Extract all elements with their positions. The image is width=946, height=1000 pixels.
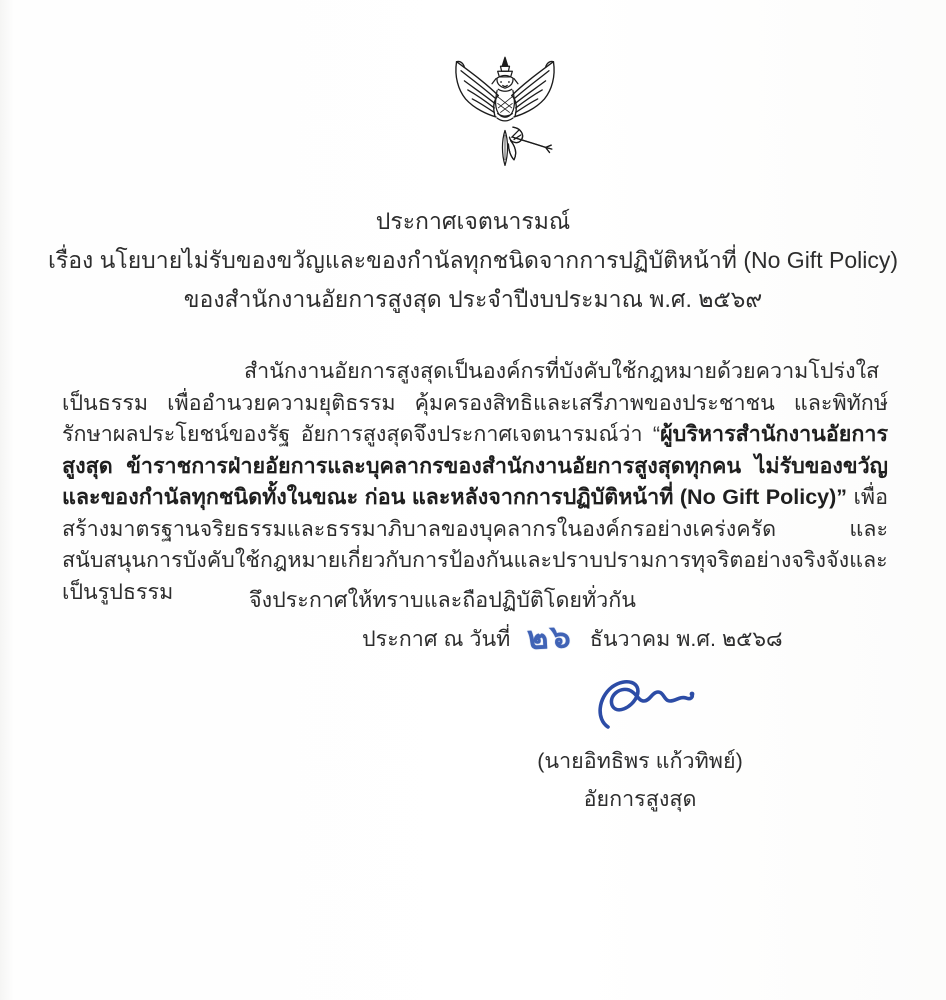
document-title: ประกาศเจตนารมณ์ bbox=[375, 208, 571, 234]
body-paragraph bbox=[62, 356, 888, 608]
paragraph-bold-policy-statement: ผู้บริหารสำนักงานอัยการสูงสุด ข้าราชการฝ่ายอัยการและบุคลากรของสำนักงานอัยการสูงสุดทุกคน ไม่รับของขวัญและของกำนัลทุกชนิดทั้งในขณะ ก่อน และหลังจากการปฏิบัติหน้าที่ (No Gift Policy)” bbox=[62, 422, 888, 509]
closing-statement: จึงประกาศให้ทราบและถือปฏิบัติโดยทั่วกัน bbox=[249, 588, 636, 612]
date-suffix: ธันวาคม พ.ศ. ๒๕๖๘ bbox=[589, 627, 783, 651]
signer-name: (นายอิทธิพร แก้วทิพย์) bbox=[537, 749, 743, 773]
document-org-year-line: ของสำนักงานอัยการสูงสุด ประจำปีงบประมาณ พ.ศ. ๒๕๖๙ bbox=[183, 286, 763, 312]
signature-icon bbox=[591, 674, 707, 738]
signer-block bbox=[490, 742, 790, 818]
garuda-emblem-icon bbox=[443, 54, 567, 194]
handwritten-day-blue-ink: ๒๖ bbox=[526, 617, 574, 657]
date-prefix: ประกาศ ณ วันที่ bbox=[362, 627, 511, 651]
document-body bbox=[62, 356, 888, 608]
signer-title: อัยการสูงสุด bbox=[583, 787, 697, 811]
paragraph-normal-start: สำนักงานอัยการสูงสุดเป็นองค์กรที่บังคับใช้กฎหมายด้วยความโปร่งใส เป็นธรรม เพื่ออำนวยความยุติธรรม คุ้มครองสิทธิและเสรีภาพของประชาชน และพิทักษ์รักษาผลประโยชน์ของรัฐ อัยการสูงสุดจึงประกาศเจตนารมณ์ว่า “ bbox=[62, 359, 888, 446]
document-header bbox=[0, 202, 946, 319]
document-subject-line: เรื่อง นโยบายไม่รับของขวัญและของกำนัลทุกชนิดจากการปฏิบัติหน้าที่ (No Gift Policy) bbox=[47, 247, 898, 273]
announcement-date-line bbox=[362, 619, 783, 656]
paragraph-normal-end: เพื่อสร้างมาตรฐานจริยธรรมและธรรมาภิบาลของบุคลากรในองค์กรอย่างเคร่งครัด และสนับสนุนการบังคับใช้กฎหมายเกี่ยวกับการป้องกันและปราบปรามการทุจริตอย่างจริงจังและเป็นรูปธรรม bbox=[62, 485, 888, 604]
